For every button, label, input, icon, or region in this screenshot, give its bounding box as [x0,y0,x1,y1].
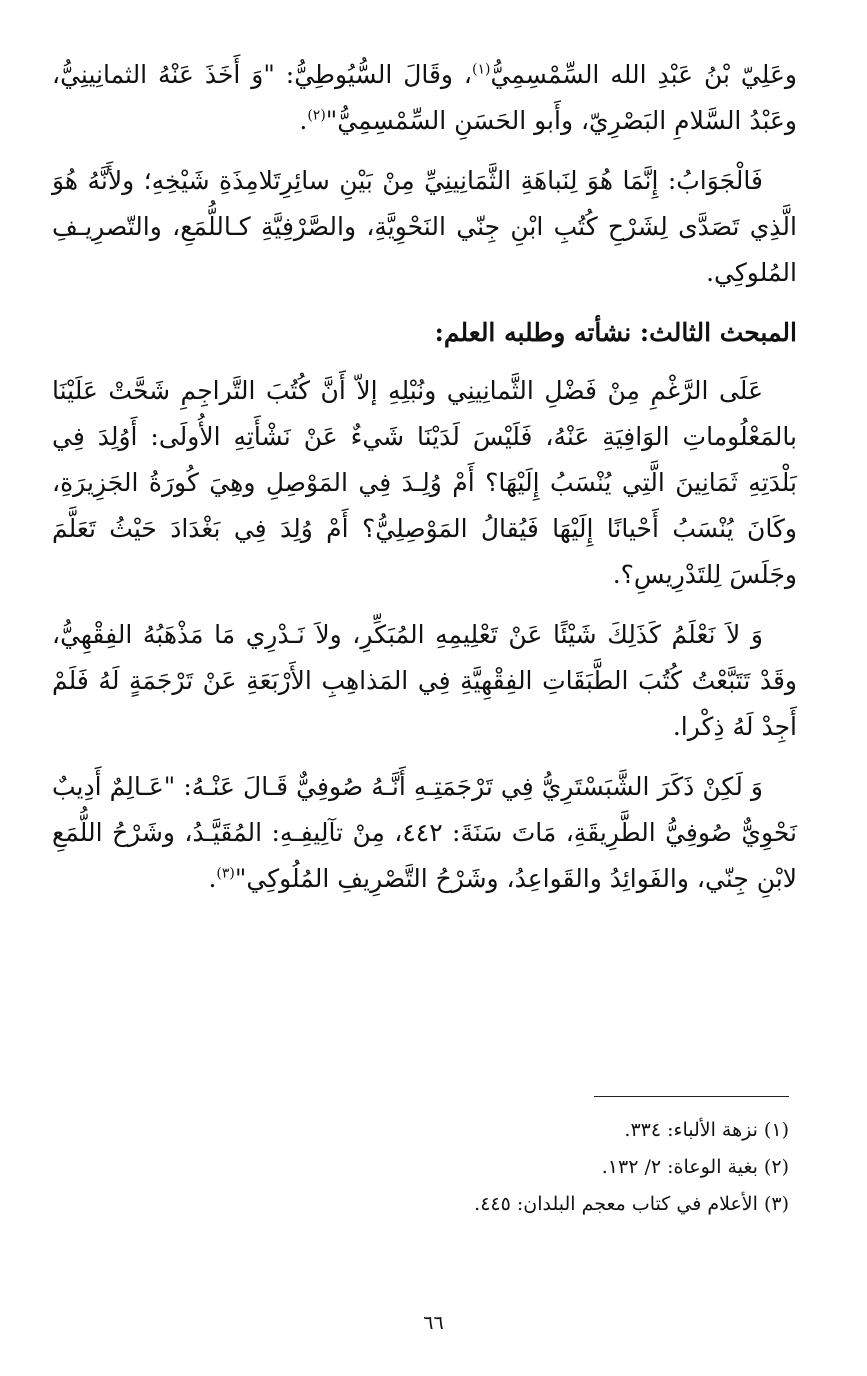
footnote-ref-2[interactable]: (٢) [307,107,326,124]
main-text [52,52,797,916]
footnote-separator [594,1096,789,1097]
footnote-1: (١) نزهة الألباء: ٣٣٤. [624,1119,789,1141]
paragraph-3: عَلَى الرَّغْمِ مِنْ فَضْلِ الثَّمانِينِي ونُبْلِهِ إلاّ أَنَّ كُتُبَ التَّراجِمِ شَحَّتْ عَلَيْنَا بالمَعْلُوماتِ الوَافِيَةِ عَنْهُ، فَلَيْسَ لَدَيْنَا شَيءٌ عَنْ نَشْأَتِهِ الأُولَى: أَوُلِدَ فِي بَلْدَتِهِ ثَمَانِينَ الَّتِي يُنْسَبُ إِلَيْهَا؟ أَمْ وُلِـدَ فِي المَوْصِلِ وهِيَ كُورَةُ الجَزِيرَةِ، وكَانَ يُنْسَبُ أَحْيانًا إِلَيْهَا فَيُقالُ المَوْصِلِيُّ؟ أَمْ وُلِدَ فِي بَغْدَادَ حَيْثُ تَعَلَّمَ وجَلَسَ لِلتَدْرِيسِ؟. [52,376,797,589]
paragraph-1-text-a: وعَلِيّ بْنُ عَبْدِ الله السِّمْسِمِيُّ [490,60,797,89]
section-heading: المبحث الثالث: نشأته وطلبه العلم: [434,318,797,347]
paragraph-1-text-b: ، وقَالَ السُّيُوطِيُّ: "وَ أَخَذَ عَنْهُ الثمانِينِيُّ، وعَبْدُ السَّلامِ البَصْرِيّ، وأَبو الحَسَنِ السِّمْسِمِيُّ" [52,60,797,135]
paragraph-5-end: . [208,864,217,893]
footnote-2: (٢) بغية الوعاة: ٢/ ١٣٢. [601,1156,789,1178]
footnotes [52,1112,789,1223]
paragraph-5 [52,764,797,902]
paragraph-1 [52,52,797,144]
paragraph-2: فَالْجَوَابُ: إِنَّمَا هُوَ لِنَباهَةِ الثَّمَانِينِيِّ مِنْ بَيْنِ سائِرِتَلامِذَةِ شَيْخِهِ؛ ولأَنَّهُ هُوَ الَّذِي تَصَدَّى لِشَرْحِ كُتُبِ ابْنِ جِنّي النَحْوِيَّةِ، والصَّرْفِيَّةِ كـاللُّمَعِ، والتّصرِيـفِ المُلوكِي. [52,166,797,287]
footnote-3: (٣) الأعلام في كتاب معجم البلدان: ٤٤٥. [474,1193,789,1215]
page-number: ٦٦ [423,1312,444,1334]
paragraph-5-text: وَ لَكِنْ ذَكَرَ الشَّبَسْتَرِيُّ فِي تَرْجَمَتِـهِ أَنَّـهُ صُوفِيٌّ قَـالَ عَنْـهُ: "عَـالِمٌ أَدِيبٌ نَحْوِيٌّ صُوفِيُّ الطَّرِيقَةِ، مَاتَ سَنَةَ: ٤٤٢، مِنْ تآلِيفِـهِ: المُقَيَّـدُ، وشَرْحُ اللُّمَعِ لابْنِ جِنّي، والفَوائِدُ والقَواعِدُ، وشَرْحُ التَّصْرِيفِ المُلُوكِي" [52,772,797,893]
footnote-ref-1[interactable]: (١) [472,61,491,78]
footnote-ref-3[interactable]: (٣) [216,865,235,882]
paragraph-4: وَ لاَ نَعْلَمُ كَذَلِكَ شَيْئًا عَنْ تَعْلِيمِهِ المُبَكِّرِ، ولاَ نَـدْرِي مَا مَذْهَبُهُ الفِقْهِيُّ، وقَدْ تَتَبَّعْتُ كُتُبَ الطَّبَقَاتِ الفِقْهِيَّةِ فِي المَذاهِبِ الأَرْبَعَةِ عَنْ تَرْجَمَةٍ لَهُ فَلَمْ أَجِدْ لَهُ ذِكْرا. [52,620,797,741]
paragraph-1-end: . [299,106,308,135]
